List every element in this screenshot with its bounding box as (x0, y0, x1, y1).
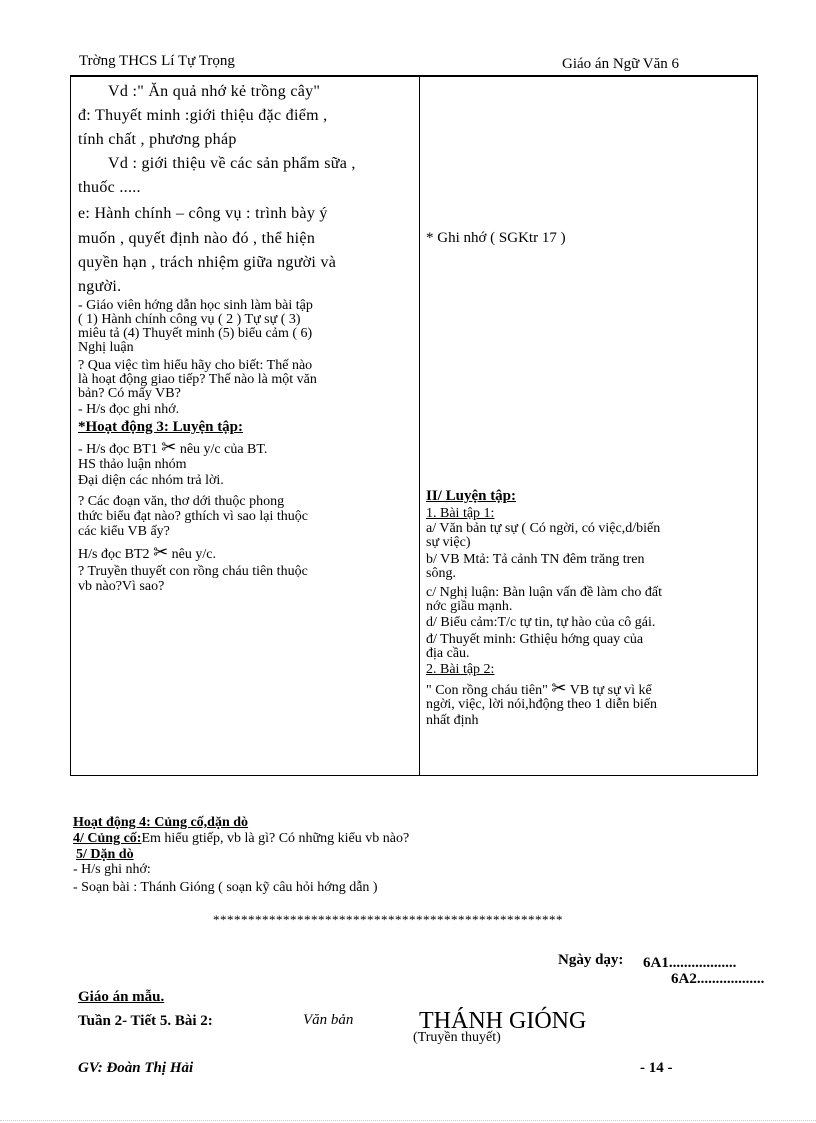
act3-line: ? Truyền thuyết con rồng cháu tiên thuộc (78, 564, 308, 579)
bt1-line: b/ VB Mtả: Tả cảnh TN đêm trăng tren (426, 552, 645, 567)
act3-line: Đại diện các nhóm trả lời. (78, 473, 224, 488)
scissors-icon: ✂ (551, 678, 567, 698)
van-ban-label: Văn bản (303, 1012, 354, 1028)
left-small-line: - H/s đọc ghi nhớ. (78, 402, 180, 417)
cung-co-label: 4/ Củng cố: (73, 831, 142, 846)
ghi-nho: * Ghi nhớ ( SGKtr 17 ) (426, 230, 566, 246)
activity-3-heading: *Hoạt động 3: Luyện tập: (78, 419, 244, 435)
separator-stars: ************************************************** (213, 912, 563, 927)
bt2-quote: " Con rồng cháu tiên" (426, 683, 548, 698)
bt1-line: nớc giầu mạnh. (426, 599, 513, 614)
page-number: - 14 - (640, 1060, 673, 1076)
act3-bt1: - H/s đọc BT1 (78, 442, 158, 457)
act3-line: thức biểu đạt nào? gthích vì sao lại thuộc (78, 509, 308, 524)
act3-bt2-rest: nêu y/c. (171, 547, 216, 562)
left-small-line: là hoạt động giao tiếp? Thế nào là một văn (78, 372, 317, 387)
bt1-line: địa cầu. (426, 646, 470, 661)
header-school: Trờng THCS Lí Tự Trọng (79, 53, 235, 69)
left-small-line: ? Qua việc tìm hiểu hãy cho biết: Thế nào (78, 358, 313, 373)
left-line: thuốc ..... (78, 179, 141, 196)
bt1-title: 1. Bài tập 1: (426, 506, 495, 521)
act3-line: ? Các đoạn văn, thơ dới thuộc phong (78, 494, 285, 509)
left-line: muốn , quyết định nào đó , thể hiện (78, 230, 316, 247)
left-small-line: Nghị luận (78, 340, 134, 355)
lesson-subtitle: (Truyền thuyết) (413, 1030, 501, 1045)
activity-4-heading: Hoạt động 4: Củng cố,dặn dò (73, 815, 249, 830)
left-small-line: ( 1) Hành chính công vụ ( 2 ) Tự sự ( 3) (78, 312, 301, 327)
act3-line (78, 437, 268, 457)
class-6a2: 6A2.................. (671, 971, 765, 987)
bt2-line: nhất định (426, 713, 479, 728)
bt2-line: ngời, việc, lời nói,hđộng theo 1 diễn biến (426, 697, 657, 712)
bt2-rest: VB tự sự vì kể (569, 683, 652, 698)
bt1-line: d/ Biểu cảm:T/c tự tin, tự hào của cô gái. (426, 615, 656, 630)
act3-bt2: H/s đọc BT2 (78, 547, 150, 562)
bt1-line: đ/ Thuyết minh: Gthiệu hớng quay của (426, 632, 644, 647)
bt1-line: c/ Nghị luận: Bàn luận vấn đề làm cho đất (426, 585, 662, 600)
week-lesson: Tuần 2- Tiết 5. Bài 2: (78, 1013, 213, 1029)
footer-rule (0, 1120, 816, 1121)
dan-do-line: - H/s ghi nhớ: (73, 862, 151, 877)
lesson-title: THÁNH GIÓNG (419, 1008, 587, 1034)
left-small-line: bản? Có mấy VB? (78, 386, 181, 401)
act3-line: HS thảo luận nhóm (78, 457, 187, 472)
left-line: Vd :" Ăn quả nhớ kẻ trồng cây" (108, 83, 321, 100)
ngay-day-label: Ngày dạy: (558, 952, 624, 968)
dan-do-label: 5/ Dặn dò (76, 847, 134, 862)
act3-bt1-rest: nêu y/c của BT. (179, 442, 268, 457)
header-subject: Giáo án Ngữ Văn 6 (562, 56, 679, 72)
cung-co-text: Em hiểu gtiếp, vb là gì? Có những kiểu vb nào? (141, 831, 410, 846)
bt2-title: 2. Bài tập 2: (426, 662, 495, 677)
scissors-icon: ✂ (161, 437, 177, 457)
section-luyen-tap: II/ Luyện tập: (426, 488, 517, 504)
bt1-line: sự việc) (426, 535, 471, 550)
class-6a1: 6A1.................. (643, 955, 737, 971)
teacher-name: GV: Đoàn Thị Hải (78, 1060, 194, 1076)
bt1-line: sông. (426, 566, 456, 581)
giao-an-mau: Giáo án mẫu. (78, 989, 165, 1005)
act3-line: các kiểu VB ấy? (78, 524, 170, 539)
left-line: quyền hạn , trách nhiệm giữa người và (78, 254, 337, 271)
bt1-line: a/ Văn bản tự sự ( Có ngời, có việc,d/biến (426, 521, 661, 536)
act3-line: vb nào?Vì sao? (78, 579, 165, 594)
cung-co-line (73, 831, 409, 846)
act3-line (78, 542, 216, 562)
column-divider (419, 76, 420, 776)
left-line: e: Hành chính – công vụ : trình bày ý (78, 205, 328, 222)
left-line: đ: Thuyết minh :giới thiệu đặc điểm , (78, 107, 328, 124)
dan-do-line: - Soạn bài : Thánh Gióng ( soạn kỹ câu hỏi hớng dẫn ) (73, 880, 378, 895)
left-line: tính chất , phương pháp (78, 131, 237, 148)
left-small-line: miêu tả (4) Thuyết minh (5) biểu cảm ( 6) (78, 326, 313, 341)
left-line: người. (78, 278, 122, 295)
left-small-line: - Giáo viên hớng dẫn học sinh làm bài tập (78, 298, 313, 313)
left-line: Vd : giới thiệu về các sản phẩm sữa , (108, 155, 356, 172)
scissors-icon: ✂ (153, 542, 169, 562)
bt2-line (426, 678, 652, 698)
